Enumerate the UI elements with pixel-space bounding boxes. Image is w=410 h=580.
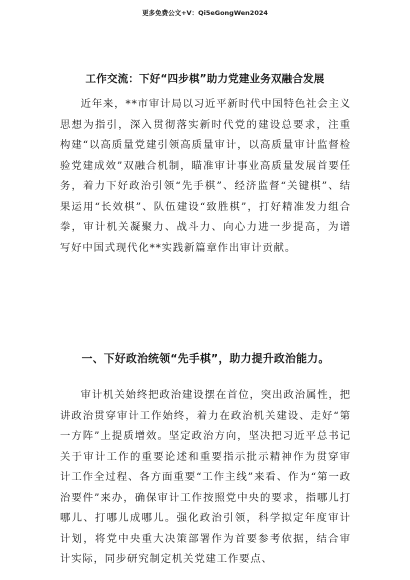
document-title: 工作交流：下好“四步棋”助力党建业务双融合发展: [85, 73, 325, 85]
intro-paragraph: 近年来，**市审计局以习近平新时代中国特色社会主义思想为指引，深入贯彻落实新时代党的建设总要求，注重构建“以高质量党建引领高质量审计，以高质量审计监督检验党建成效”双融合机制，瞄准审计事业高质量发展首要任务，着力下好政治引领“先手棋”、经济监督“关键棋”、结果运用“长效棋”、队伍建设“致胜棋”，打好精准发力组合拳，审计机关凝聚力、战斗力、向心力进一步提高，为谱写好中国式现代化**实践新篇章作出审计贡献。: [60, 98, 351, 254]
section-heading: 一、下好政治统领“先手棋”，助力提升政治能力。: [81, 352, 330, 365]
header-note: 更多免费公文+V：Qi5eGongWen2024: [142, 9, 268, 17]
section-paragraph: 审计机关始终把政治建设摆在首位，突出政治属性，把讲政治贯穿审计工作始终，着力在政治机关建设、走好“第一方阵”上提质增效。坚定政治方向，坚决把习近平总书记关于审计工作的重要论述和重要指示批示精神作为贯穿审计工作全过程、各方面重要“工作主线”来看、作为“第一政治要件”来办，确保审计工作按照党中央的要求，指哪儿打哪儿、打哪儿成哪儿。强化政治引领，科学拟定年度审计计划，将党中央重大决策部署作为首要参考依据，结合审计实际，同步研究制定机关党建工作要点、: [60, 389, 351, 565]
